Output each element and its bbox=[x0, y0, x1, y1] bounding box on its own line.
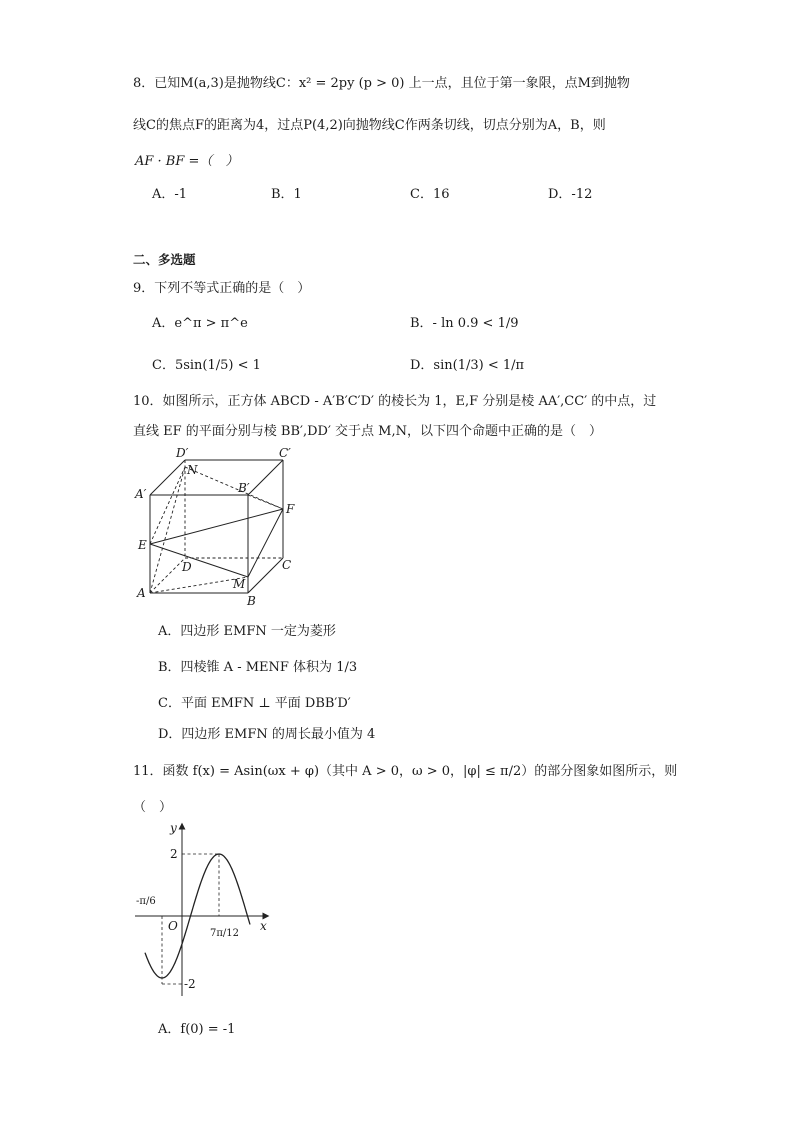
q10-line1: 10．如图所示，正方体 ABCD - A′B′C′D′ 的棱长为 1，E,F 分别是棱 AA′,CC′ 的中点，过 bbox=[133, 394, 657, 409]
q10-option-a[interactable]: A．四边形 EMFN 一定为菱形 bbox=[158, 624, 336, 639]
q9-option-c[interactable]: C．5sin(1/5) < 1 bbox=[152, 358, 261, 373]
q8-option-a[interactable]: A．-1 bbox=[152, 187, 188, 202]
label-e: E bbox=[138, 538, 147, 552]
label-c: C bbox=[282, 558, 292, 572]
q9-stem: 9．下列不等式正确的是（ ） bbox=[133, 281, 311, 296]
q8-line1 bbox=[133, 72, 630, 91]
label-n: N bbox=[187, 463, 198, 477]
label-7pi-12: 7π/12 bbox=[210, 928, 240, 939]
q8-line2 bbox=[133, 114, 606, 133]
q9-option-b[interactable]: B．- ln 0.9 < 1/9 bbox=[410, 316, 519, 331]
label-b-prime: B′ bbox=[238, 481, 250, 495]
label-a-prime: A′ bbox=[135, 487, 147, 501]
label-f: F bbox=[286, 502, 295, 516]
q10-option-d[interactable]: D．四边形 EMFN 的周长最小值为 4 bbox=[158, 727, 376, 742]
label-a: A bbox=[137, 586, 146, 600]
q11-option-a[interactable]: A．f(0) = -1 bbox=[158, 1022, 236, 1037]
label-d: D bbox=[182, 560, 192, 574]
label-b: B bbox=[247, 594, 256, 608]
q9-option-a[interactable]: A．e^π > π^e bbox=[152, 316, 248, 331]
label-d-prime: D′ bbox=[176, 446, 189, 460]
label-neg-pi-6: -π/6 bbox=[136, 896, 156, 907]
label-m: M bbox=[233, 577, 246, 591]
cube-figure bbox=[130, 445, 310, 610]
q10-option-c[interactable]: C．平面 EMFN ⊥ 平面 DBB′D′ bbox=[158, 696, 351, 711]
label-c-prime: C′ bbox=[279, 446, 291, 460]
q10-line2: 直线 EF 的平面分别与棱 BB′,DD′ 交于点 M,N，以下四个命题中正确的是（ ） bbox=[133, 424, 602, 439]
section-heading: 二、多选题 bbox=[133, 252, 196, 267]
q8-line3 bbox=[135, 150, 238, 169]
label-origin: O bbox=[168, 919, 178, 933]
q8-line1-text: 8．已知M(a,3)是抛物线C：x² = 2py (p > 0) 上一点，且位于第一象限，点M到抛物 bbox=[133, 76, 630, 91]
sine-graph bbox=[130, 818, 280, 998]
q8-option-d[interactable]: D．-12 bbox=[548, 187, 593, 202]
q9-option-d[interactable]: D．sin(1/3) < 1/π bbox=[410, 358, 525, 373]
label-y: y bbox=[170, 821, 177, 835]
label-x: x bbox=[260, 919, 267, 933]
q8-option-c[interactable]: C．16 bbox=[410, 187, 450, 202]
q11-line1: 11．函数 f(x) = Asin(ωx + φ)（其中 A > 0，ω > 0，|φ| ≤ π/2）的部分图象如图所示，则 bbox=[133, 764, 678, 779]
q11-line2: （ ） bbox=[133, 800, 173, 815]
q8-line2-text: 线C的焦点F的距离为4，过点P(4,2)向抛物线C作两条切线，切点分别为A，B，则 bbox=[133, 118, 606, 133]
q8-option-b[interactable]: B．1 bbox=[271, 187, 302, 202]
label-2: 2 bbox=[170, 847, 178, 861]
q8-line3-text: AF · BF =（ ） bbox=[135, 154, 239, 169]
label-neg-2: -2 bbox=[184, 977, 196, 991]
q10-option-b[interactable]: B．四棱锥 A - MENF 体积为 1/3 bbox=[158, 660, 358, 675]
